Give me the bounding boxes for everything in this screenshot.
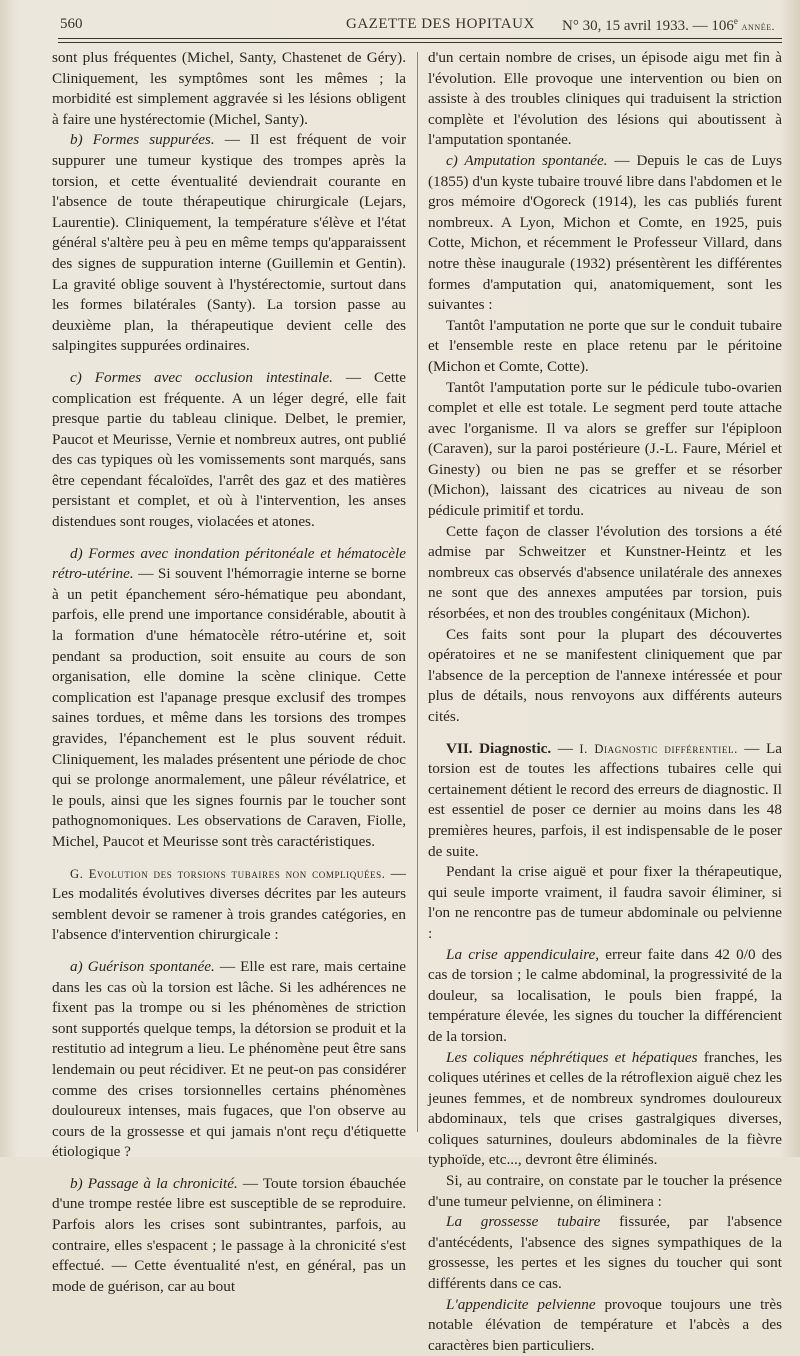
paragraph: L'appendicite pelvienne provoque toujours une très notable élévation de température et l'abcès a des caractères bien particuliers. bbox=[428, 1295, 783, 1354]
right-column bbox=[428, 48, 782, 1356]
issue-line: N° 30, 15 avril 1933. — 106e année. bbox=[562, 16, 776, 34]
paragraph: Les coliques néphrétiques et hépatiques franches, les coliques utérines et celles de la rétroflexion aiguë chez les jeunes femmes, et de nombreux syndromes douloureux abdominaux, tels que crises gastralgiques diverses, coliques saturnines, douleurs abdominales de la fièvre typhoïde, etc..., devront être éliminés. bbox=[428, 1048, 782, 1169]
column-divider bbox=[417, 52, 418, 1132]
running-header bbox=[56, 16, 780, 40]
paragraph: d'un certain nombre de crises, un épisode aigu met fin à l'évolution. Elle provoque une intervention ou bien on assiste à des troubles cliniques qui traduisent la striction complète et l'évolution des lésions qui aboutissent à l'amputation spontanée. bbox=[428, 49, 782, 149]
paragraph: c) Amputation spontanée. — Depuis le cas de Luys (1855) d'un kyste tubaire trouvé libre dans l'abdomen et le gros mémoire d'Ogoreck (1914), les cas publiés furent nombreux. A Lyon, Michon et Comte, en 1925, puis Cotte, Michon, et récemment le Professeur Villard, dans notre thèse inaugurale (1932) présentèrent les différentes formes d'amputation qui, anatomiquement, sont les suivantes : bbox=[428, 151, 782, 314]
paragraph: sont plus fréquentes (Michel, Santy, Chastenet de Géry). Cliniquement, les symptômes sont les mêmes ; la morbidité est simplement aggravée si les lésions obligent à faire une hystérectomie (Michel, Santy). bbox=[52, 49, 406, 128]
paragraph: Tantôt l'amputation ne porte que sur le conduit tubaire et l'ensemble reste en place retenu par le péritoine (Michon et Comte, Cotte). bbox=[428, 316, 782, 375]
paragraph: b) Formes suppurées. — Il est fréquent de voir suppurer une tumeur kystique des trompes après la torsion, et cette éventualité deviendrait courante en l'absence de toute thérapeutique chirurgicale (Lejars, Laurentie). Cliniquement, la température s'élève et l'état général s'altère peu à peu en même temps qu'apparaissent des signes de suppuration interne (Guillemin et Gentin). La gravité oblige souvent à l'hystérectomie, surtout dans les formes bilatérales (Santy). La torsion passe au deuxième plan, la thérapeutique devient celle des salpingites suppurées ordinaires. bbox=[52, 131, 407, 355]
paragraph: c) Formes avec occlusion intestinale. — Cette complication est fréquente. A un léger degré, elle fait presque partie du tableau clinique. Delbet, le premier, Paucot et Meurisse, Vernie et nombreux autres, ont publié des cas typiques où les vomissements sont marqués, sans être cependant fécaloïdes, l'arrêt des gaz et des matières persistant et complet, et où à l'intervention, les anses distendues sont rouges, violacées et atones. bbox=[52, 368, 406, 531]
section-heading-diagnostic: VII. Diagnostic. — I. Diagnostic différentiel. — La torsion est de toutes les affections tubaires celle qui certainement détient le record des erreurs de diagnostic. Il est essentiel de poser ce dernier au moins dans les 48 premières heures, parfois, il est indispensable de le poser de suite. bbox=[428, 739, 782, 860]
paragraph: La crise appendiculaire, erreur faite dans 42 0/0 des cas de torsion ; le calme abdominal, la progressivité de la douleur, sa localisation, le pouls bien frappé, la température élevée, les signes du toucher la différencient de la torsion. bbox=[428, 945, 783, 1045]
header-rule-bottom bbox=[58, 42, 782, 43]
header-rule-top bbox=[58, 38, 782, 39]
paragraph: Tantôt l'amputation porte sur le pédicule tubo-ovarien complet et elle est totale. Le segment perd toute attache avec l'organisme. Il va alors se greffer sur l'épiploon (Caraven), sur la paroi postérieure (J.-L. Faure, Mériel et Ginesty) ou bien ne pas se greffer et se résorber (Michon), laissant des cicatrices au niveau de son pédicule primitif et tordu. bbox=[428, 378, 782, 520]
page-number: 560 bbox=[60, 16, 83, 32]
paragraph: d) Formes avec inondation péritonéale et hématocèle rétro-utérine. — Si souvent l'hémorragie interne se borne à un petit épanchement séro-hématique peu abondant, parfois, elle prend une importance considérable, aboutit à la formation d'une hématocèle rétro-utérine et, soit pendant sa production, soit ensuite au cours de son organisation, elle domine la scène clinique. Cette complication est l'apanage presque exclusif des trompes saines tordues, et même dans les torsions des trompes gravides, l'épanchement est le plus souvent réduit. Cliniquement, les malades présentent une période de choc qui se prolonge anormalement, une pâleur révélatrice, et le pouls, ainsi que les signes fournis par le toucher sont pathognomoniques. Les observations de Caraven, Fiolle, Michel, Paucot et Meurisse sont très caractéristiques. bbox=[52, 544, 406, 850]
paragraph: Pendant la crise aiguë et pour fixer la thérapeutique, qui seule importe vraiment, il faudra savoir éliminer, si l'on ne rencontre pas de tumeur abdominale ou pelvienne : bbox=[428, 863, 782, 942]
section-heading-evolution: G. Evolution des torsions tubaires non compliquées. — Les modalités évolutives diverses décrites par les auteurs semblent devoir se ramener à trois grandes catégories, en l'absence d'intervention chirurgicale : bbox=[52, 864, 406, 944]
paragraph: Ces faits sont pour la plupart des découvertes opératoires et ne se manifestent cliniquement que par l'absence de la perception de l'annexe intéressée et pour plus de détails, nous renvoyons aux différents auteurs cités. bbox=[428, 625, 782, 725]
paragraph: a) Guérison spontanée. — Elle est rare, mais certaine dans les cas où la torsion est lâche. Si les adhérences ne fixent pas la trompe ou si les phénomènes de striction sont supportés quelque temps, la détorsion se produit et la restitutio ad integrum a lieu. Le phénomène peut être sans lendemain ou peut récidiver. Et ne peut-on pas considérer comme des crises torsionnelles certains phénomènes douloureux intenses, mais fugaces, que l'on observe au cours de la grossesse et qui jamais n'ont reçu d'étiquette étiologique ? bbox=[52, 957, 406, 1161]
paragraph: Si, au contraire, on constate par le toucher la présence d'une tumeur pelvienne, on éliminera : bbox=[428, 1172, 782, 1210]
journal-title: GAZETTE DES HOPITAUX bbox=[346, 16, 535, 32]
paragraph: Cette façon de classer l'évolution des torsions a été admise par Schweitzer et Kunstner-Heintz et les nombreux cas observés d'absence unilatérale des annexes ne sont que des annexes amputées par torsion, puis résorbées, et non des troubles congénitaux (Michon). bbox=[428, 522, 782, 623]
paragraph: La grossesse tubaire fissurée, par l'absence d'antécédents, l'absence des signes sympathiques de la grossesse, les pertes et les signes du toucher qui sont différents dans ce cas. bbox=[428, 1213, 782, 1293]
left-column bbox=[52, 48, 406, 1297]
paragraph: b) Passage à la chronicité. — Toute torsion ébauchée d'une trompe restée libre est susceptible de se reproduire. Parfois alors les crises sont subintrantes, parfois, au contraire, elles s'espacent ; le passage à la chronicité s'est effectué. — Cette éventualité n'est, en général, pas un mode de guérison, car au bout bbox=[52, 1174, 406, 1295]
